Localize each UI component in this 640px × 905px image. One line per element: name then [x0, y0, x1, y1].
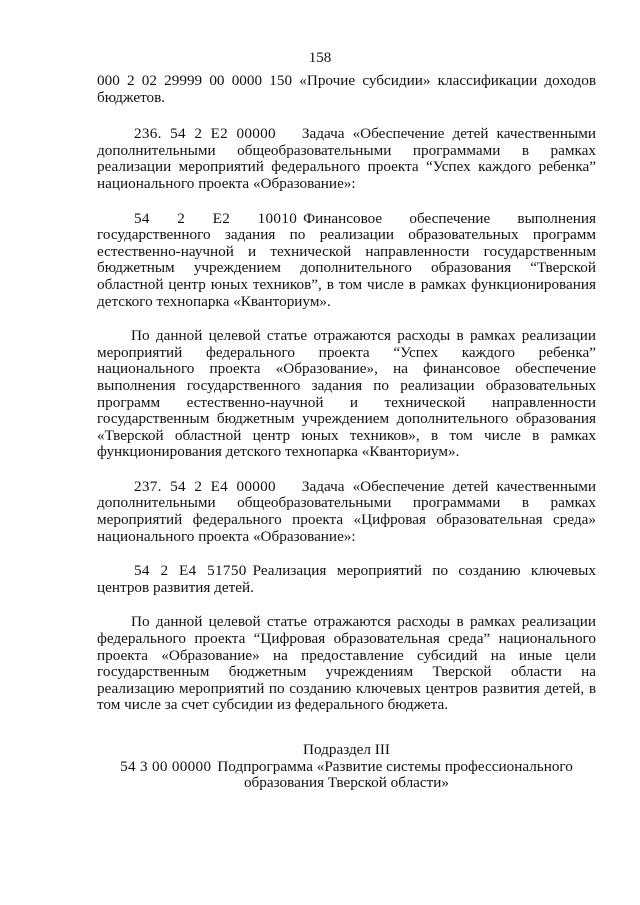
subprogram-line [97, 759, 596, 776]
paragraph-item-236 [97, 126, 596, 192]
paragraph-text: 000 2 02 29999 00 0000 150 «Прочие субсидии» классификации доходов бюджетов. [97, 72, 596, 106]
subprogram-title-line1: Подпрограмма «Развитие системы профессионального [217, 757, 573, 775]
paragraph-income-classification [97, 73, 596, 106]
item-text: Финансовое обеспечение выполнения государственного задания по реализации образовательных программ естественно-научной и технической направленности государственным бюджетным учреждением дополнительного образования “Тверской областной центр юных техников”, в том числе в рамках функционирования детского технопарка «Кванториум». [97, 209, 596, 310]
item-code: 54 2 E4 51750 [134, 562, 247, 580]
paragraph-expenses-2 [97, 614, 596, 714]
item-text: Задача «Обеспечение детей качественными дополнительными общеобразовательными программами в рамках реализации мероприятий федерального проекта “Успех каждого ребенка” национального проекта «Образование»: [97, 125, 596, 192]
paragraph-text: По данной целевой статье отражаются расходы в рамках реализации мероприятий федерального проекта “Успех каждого ребенка” национального проекта «Образование», на финансовое обеспечение выполнения государственного задания по реализации образовательных программ естественно-научной и технической направленности государственным бюджетным учреждением дополнительного образования «Тверской областной центр юных техников», в том числе в рамках функционирования детского технопарка «Кванториум». [97, 327, 596, 461]
item-code: 237. 54 2 E4 00000 [134, 477, 276, 495]
paragraph-code-51750 [97, 563, 596, 596]
paragraph-item-237 [97, 479, 596, 545]
paragraph-code-10010 [97, 211, 596, 311]
item-code: 54 2 E2 10010 [134, 209, 298, 227]
subprogram-code: 54 3 00 00000 [120, 757, 212, 775]
item-code: 236. 54 2 E2 00000 [134, 125, 276, 143]
item-text: Реализация мероприятий по созданию ключевых центров развития детей. [97, 562, 596, 596]
paragraph-text: По данной целевой статье отражаются расходы в рамках реализации федерального проекта “Цифровая образовательная среда” национального проекта «Образование» на предоставление субсидий на иные цели государственным бюджетным учреждениям Тверской области на реализацию мероприятий по созданию ключевых центров развития детей, в том числе за счет субсидии из федерального бюджета. [97, 613, 596, 714]
page-number: 158 [308, 50, 332, 66]
subsection-title: Подраздел III [303, 741, 390, 758]
subsection-heading [97, 742, 596, 792]
paragraph-expenses-1 [97, 328, 596, 461]
item-text: Задача «Обеспечение детей качественными дополнительными общеобразовательными программами в рамках мероприятий федерального проекта «Цифровая образовательная среда» национального проекта «Образование»: [97, 477, 596, 545]
page-content [97, 73, 596, 792]
subprogram-title-line2: образования Тверской области» [243, 774, 450, 792]
